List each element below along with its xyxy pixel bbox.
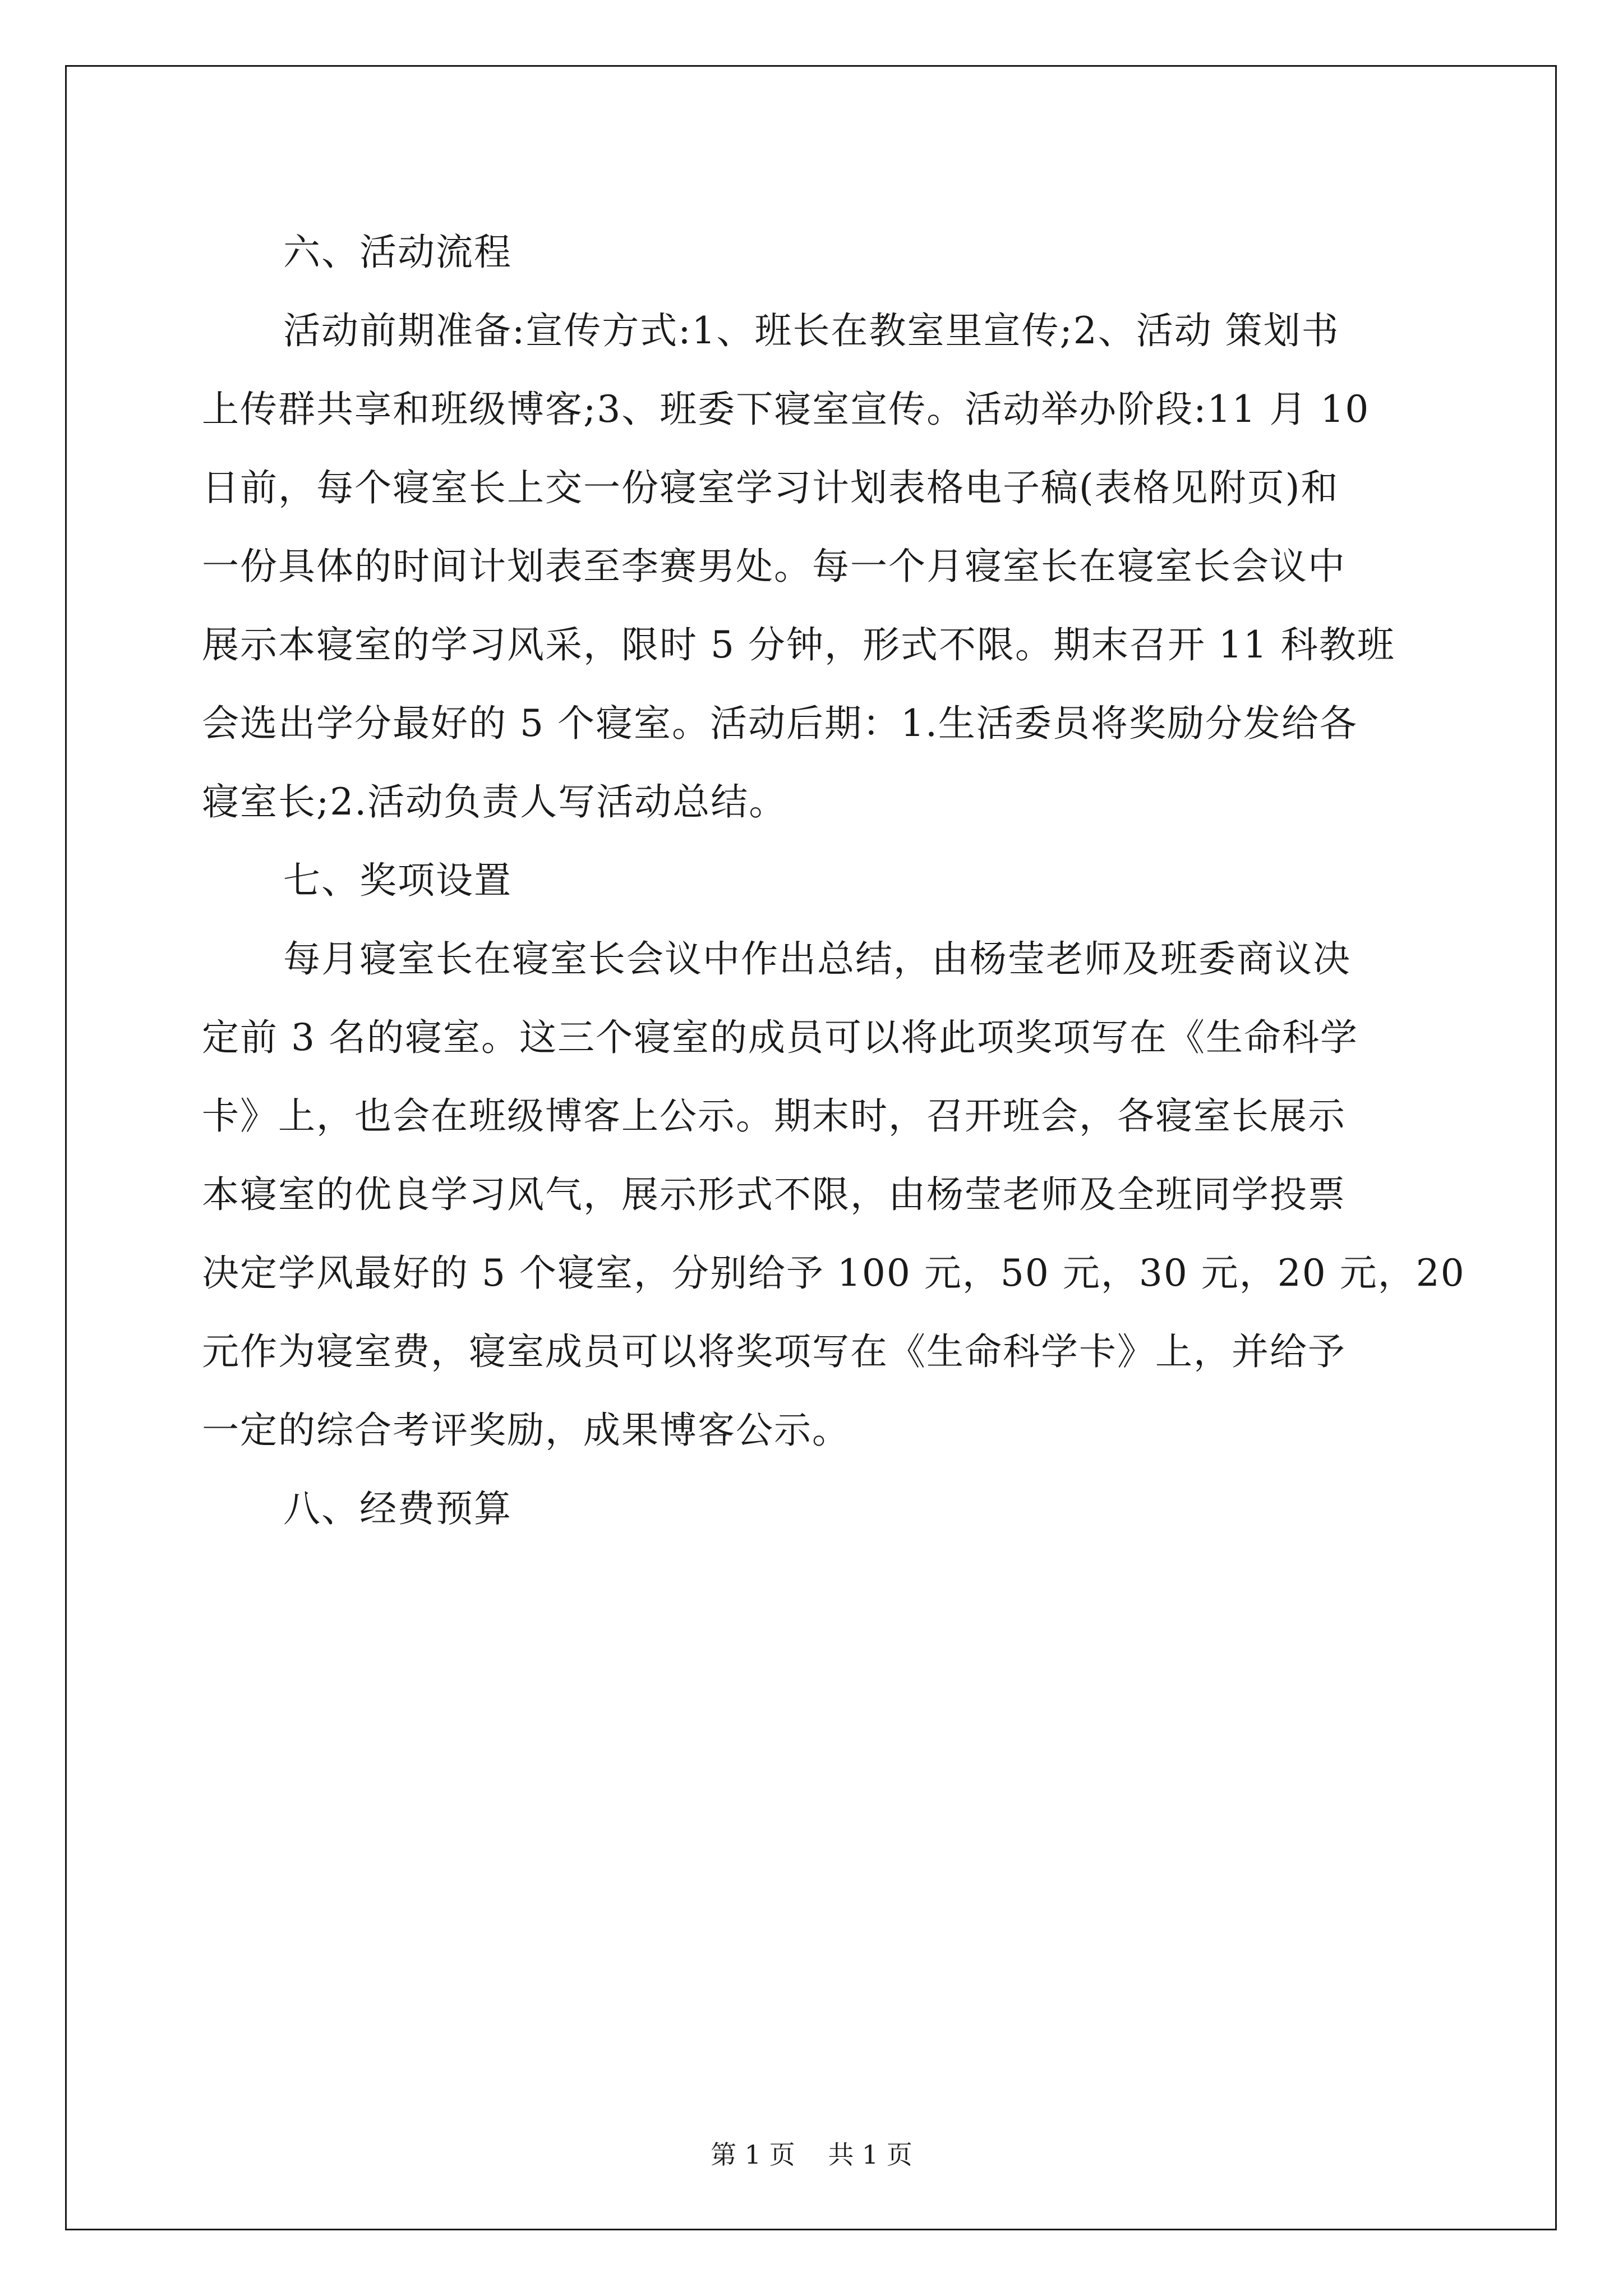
page-total: 共 1 页	[828, 2139, 912, 2170]
paragraph-line: 展示本寝室的学习风采，限时 5 分钟，形式不限。期末召开 11 科教班	[202, 623, 1395, 666]
paragraph-line: 元作为寝室费，寝室成员可以将奖项写在《生命科学卡》上，并给予	[202, 1330, 1346, 1373]
section-activity-flow	[202, 213, 1424, 841]
paragraph-line: 寝室长;2.活动负责人写活动总结。	[202, 780, 787, 823]
paragraph-line: 一份具体的时间计划表至李赛男处。每一个月寝室长在寝室长会议中	[202, 545, 1346, 588]
document-body	[202, 213, 1465, 1548]
paragraph-line: 上传群共享和班级博客;3、班委下寝室宣传。活动举办阶段:11 月 10	[202, 388, 1370, 431]
section-heading: 八、经费预算	[283, 1487, 512, 1530]
paragraph-line: 活动前期准备:宣传方式:1、班长在教室里宣传;2、活动 策划书	[283, 309, 1340, 352]
section-heading: 六、活动流程	[283, 231, 512, 274]
page-footer	[0, 2134, 1623, 2171]
page-number: 第 1 页	[711, 2139, 795, 2170]
paragraph-line: 每月寝室长在寝室长会议中作出总结，由杨莹老师及班委商议决	[283, 937, 1351, 981]
paragraph-line: 会选出学分最好的 5 个寝室。活动后期：1.生活委员将奖励分发给各	[202, 702, 1358, 745]
paragraph-line: 日前，每个寝室长上交一份寝室学习计划表格电子稿(表格见附页)和	[202, 466, 1339, 509]
paragraph-line: 本寝室的优良学习风气，展示形式不限，由杨莹老师及全班同学投票	[202, 1173, 1346, 1216]
paragraph-line: 决定学风最好的 5 个寝室，分别给予 100 元，50 元，30 元，20 元，20	[202, 1251, 1465, 1295]
section-award-settings	[202, 841, 1465, 1470]
section-budget	[202, 1470, 1424, 1548]
paragraph-line: 一定的综合考评奖励，成果博客公示。	[202, 1409, 850, 1452]
paragraph-line: 卡》上，也会在班级博客上公示。期末时，召开班会，各寝室长展示	[202, 1094, 1346, 1138]
section-heading: 七、奖项设置	[283, 859, 512, 902]
paragraph-line: 定前 3 名的寝室。这三个寝室的成员可以将此项奖项写在《生命科学	[202, 1016, 1358, 1059]
